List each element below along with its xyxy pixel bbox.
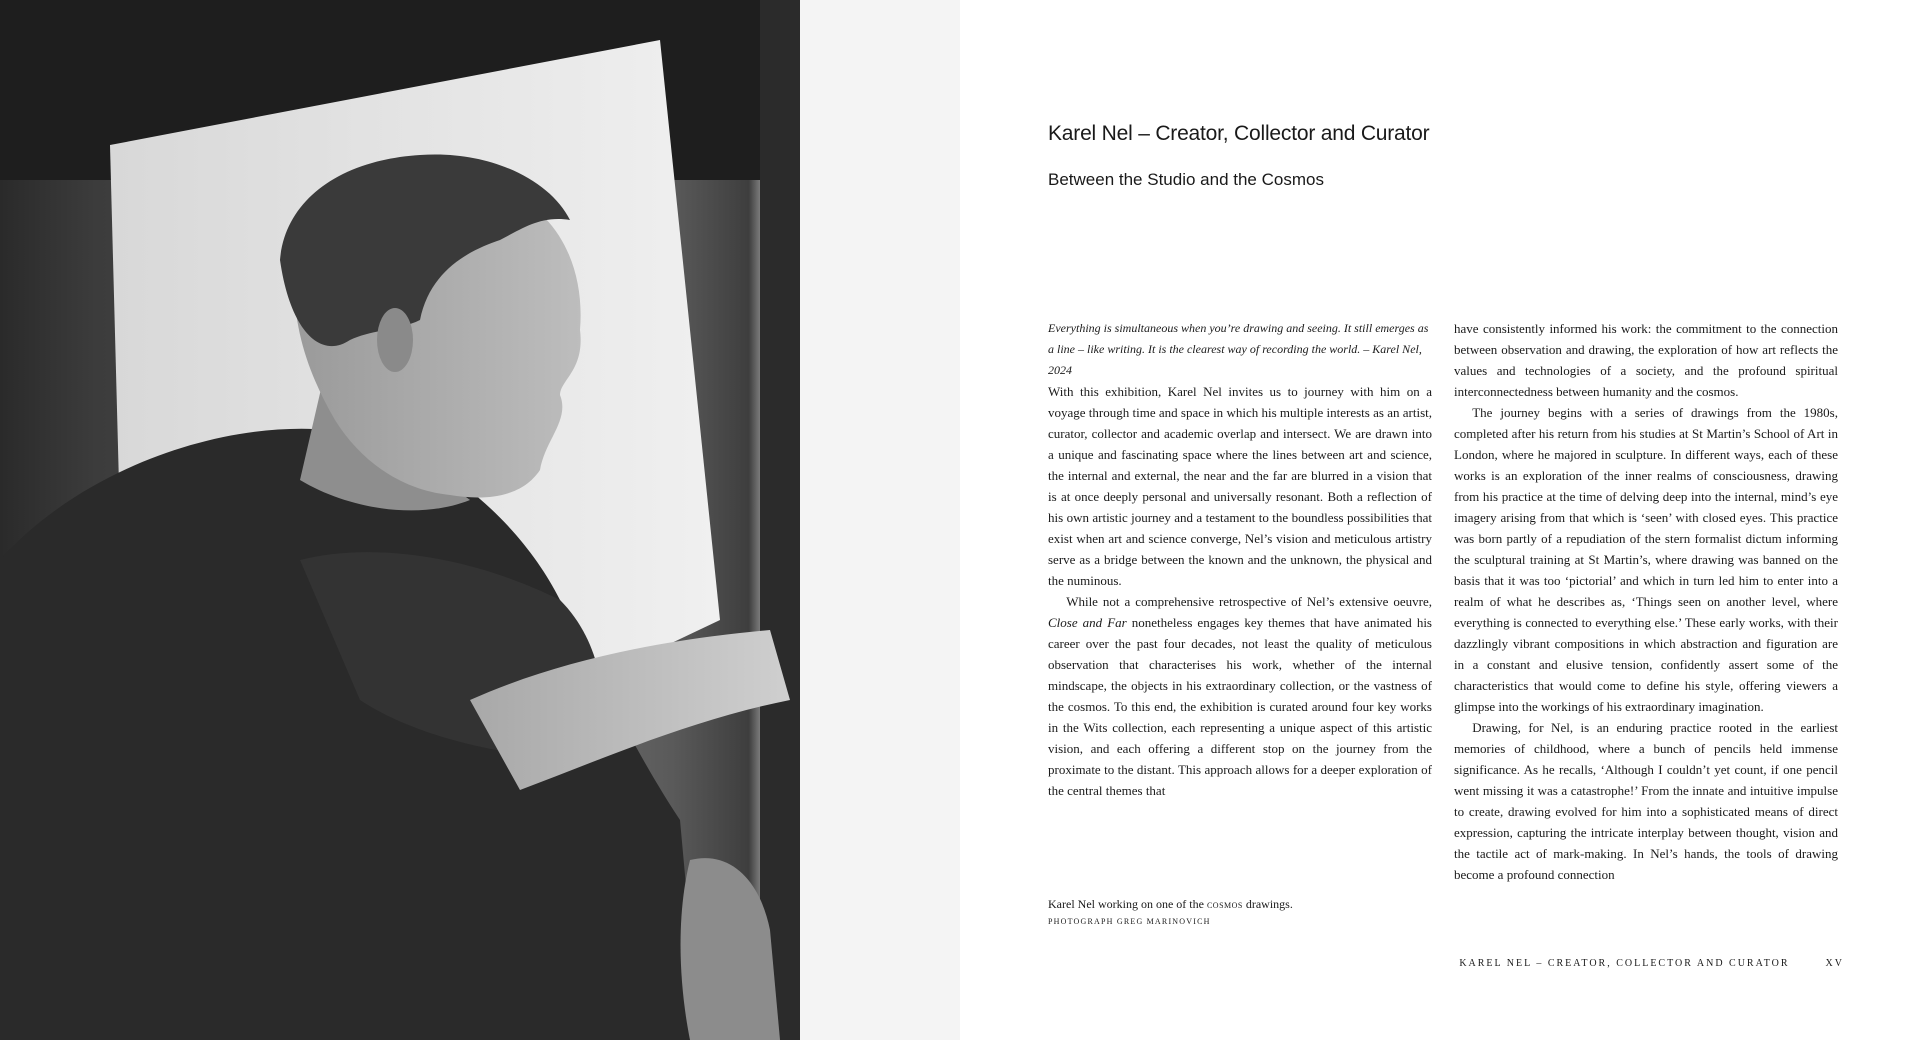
epigraph-attribution: – Karel Nel, 2024: [1048, 342, 1422, 377]
caption-smallcaps: cosmos: [1206, 897, 1243, 911]
page-subtitle: Between the Studio and the Cosmos: [1048, 170, 1324, 189]
paragraph-text: While not a comprehensive retrospective of Nel’s extensive oeuvre,: [1066, 594, 1432, 609]
photo-caption: [1048, 896, 1432, 930]
page-title: Karel Nel – Creator, Collector and Curator: [1048, 122, 1430, 145]
caption-text: drawings.: [1242, 897, 1293, 911]
body-paragraph: [1048, 591, 1432, 801]
running-head-title: KAREL NEL – CREATOR, COLLECTOR AND CURATOR: [1459, 958, 1790, 969]
body-paragraph: With this exhibition, Karel Nel invites us to journey with him on a voyage through time and space in which his multiple interests as an artist, curator, collector and academic overlap and intersect. We are drawn into a unique and fascinating space where the lines between art and science, the internal and external, the near and the far are blurred in a vision that is at once deeply personal and universally resonant. Both a reflection of his own artistic journey and a testament to the boundless possibilities that exist when art and science converge, Nel’s vision and meticulous artistry serve as a bridge between the known and the unknown, the physical and the numinous.: [1048, 384, 1432, 588]
running-head: [1459, 958, 1844, 969]
text-column-left: [1048, 318, 1432, 801]
text-column-right: [1454, 318, 1838, 944]
text-page: [960, 0, 1920, 1040]
epigraph-text: Everything is simultaneous when you’re drawing and seeing. It still emerges as a line – like writing. It is the clearest way of recording the world.: [1048, 321, 1429, 356]
exhibition-title: Close and Far: [1048, 615, 1127, 630]
caption-text: Karel Nel working on one of the: [1048, 897, 1207, 911]
page-number: XV: [1825, 958, 1844, 969]
body-paragraph: Drawing, for Nel, is an enduring practice rooted in the earliest memories of childhood, where a bunch of pencils held immense significance. As he recalls, ‘Although I couldn’t yet count, if one pencil went missing it was a catastrophe!’ From the innate and intuitive impulse to create, drawing evolved for him into a sophisticated means of direct expression, capturing the intricate interplay between thought, vision and the tactile act of mark-making. In Nel’s hands, the tools of drawing become a profound connection: [1454, 720, 1838, 882]
body-paragraph: have consistently informed his work: the commitment to the connection between observation and drawing, the exploration of how art reflects the values and technologies of a society, and the profound spiritual interconnectedness between humanity and the cosmos.: [1454, 321, 1838, 399]
epigraph: [1048, 318, 1432, 381]
body-paragraph: The journey begins with a series of drawings from the 1980s, completed after his return from his studies at St Martin’s School of Art in London, where he majored in sculpture. In different ways, each of these works is an exploration of the inner realms of consciousness, drawing from his practice at the time of delving deep into the internal, mind’s eye imagery arising from that which is ‘seen’ with closed eyes. This practice was born partly of a repudiation of the stern formalist dictum informing the sculptural training at St Martin’s, where drawing was banned on the basis that it was too ‘pictorial’ and which in turn led him to enter into a realm of what he describes as, ‘Things seen on another level, where everything is connected to everything else.’ These early works, with their dazzlingly vibrant compositions in which abstraction and figuration are in a constant and elusive tension, confidently assert some of the characteristics that would come to define his style, offering viewers a glimpse into the workings of his extraordinary imagination.: [1454, 405, 1838, 714]
paragraph-text: nonetheless engages key themes that have animated his career over the past four decades, not least the quality of meticulous observation that characterises his work, whether of the internal mindscape, the objects in his extraordinary collection, or the vastness of the cosmos. To this end, the exhibition is curated around four key works in the Wits collection, each representing a unique aspect of this artistic vision, and each offering a different stop on the journey from the proximate to the distant. This approach allows for a deeper exploration of the central themes that: [1048, 615, 1432, 798]
photo-credit: PHOTOGRAPH GREG MARINOVICH: [1048, 917, 1211, 926]
